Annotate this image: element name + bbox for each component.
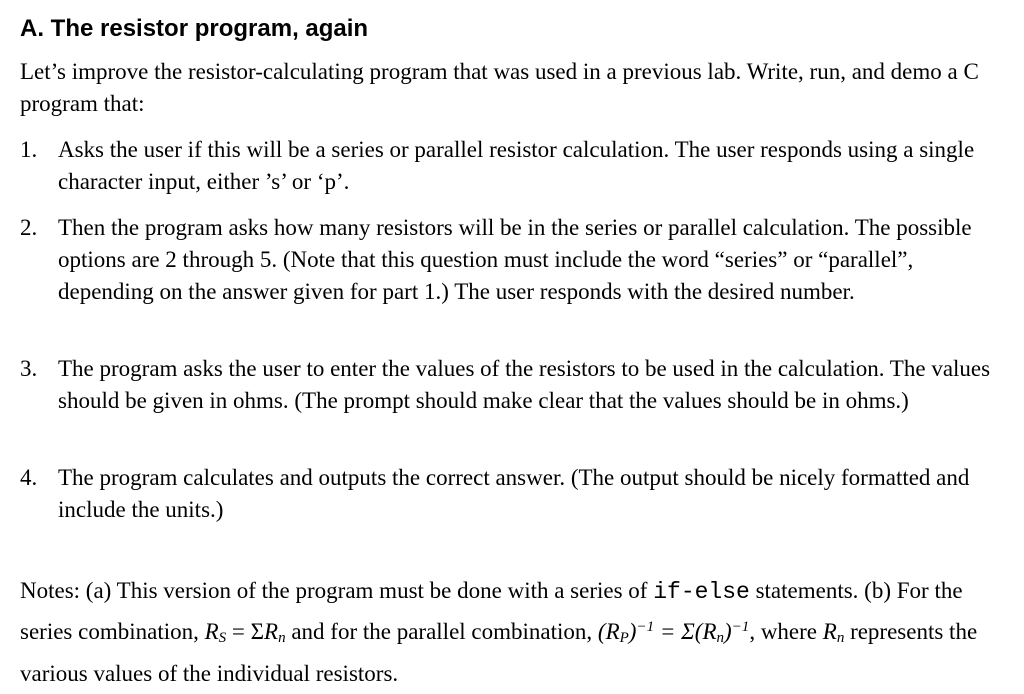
symbol-r-open: (R — [597, 619, 620, 644]
notes-text: , where — [749, 619, 823, 644]
paren-close: ) — [724, 619, 732, 644]
notes-text: statements. (b) For the series combination, — [20, 578, 963, 644]
notes-text: and for the parallel combination, — [285, 619, 598, 644]
paren-close: ) — [628, 619, 637, 644]
list-item-number: 2. — [20, 215, 38, 240]
symbol-r: R — [264, 619, 279, 644]
section-heading: A. The resistor program, again — [20, 15, 369, 42]
list-item-text: Asks the user if this will be a series or parallel resistor calculation. The user responds using a single character input, either ’s’ or ‘p’. — [58, 137, 975, 194]
subscript-n: n — [716, 630, 725, 646]
notes-suffix: represents the various values of the individual resistors. — [20, 619, 978, 686]
intro-paragraph: Let’s improve the resistor-calculating program that was used in a previous lab. Write, run, and demo a C program that: — [20, 59, 979, 116]
subscript-n: n — [278, 630, 286, 646]
notes-paragraph — [20, 573, 1010, 691]
list-item-text: The program calculates and outputs the correct answer. (The output should be nicely formatted and include the units.) — [58, 465, 970, 522]
if-else-code: if-else — [653, 579, 750, 605]
list-item-number: 3. — [20, 356, 38, 381]
subscript-p: P — [619, 630, 629, 646]
exponent: −1 — [636, 619, 655, 635]
exponent: −1 — [731, 619, 750, 635]
subscript-s: S — [218, 630, 227, 646]
equals-sigma: = Σ( — [654, 619, 703, 644]
list-item-number: 1. — [20, 137, 38, 162]
equals-sigma: = Σ — [226, 619, 265, 644]
notes-prefix: Notes: (a) This version of the program must be done with a series of — [20, 578, 654, 603]
symbol-r: R — [204, 619, 219, 644]
list-item-text: The program asks the user to enter the values of the resistors to be used in the calculation. The values should be given in ohms. (The prompt should make clear that the values should be in ohms.) — [58, 356, 991, 413]
subscript-n: n — [836, 630, 845, 646]
list-item-text: Then the program asks how many resistors will be in the series or parallel calculation. The possible options are 2 through 5. (Note that this question must include the word “series” or “parallel”, depending on the answer given for part 1.) The user responds with the desired number. — [58, 215, 972, 304]
list-item-number: 4. — [20, 465, 38, 490]
symbol-r: R — [702, 619, 717, 644]
symbol-r: R — [822, 619, 837, 644]
